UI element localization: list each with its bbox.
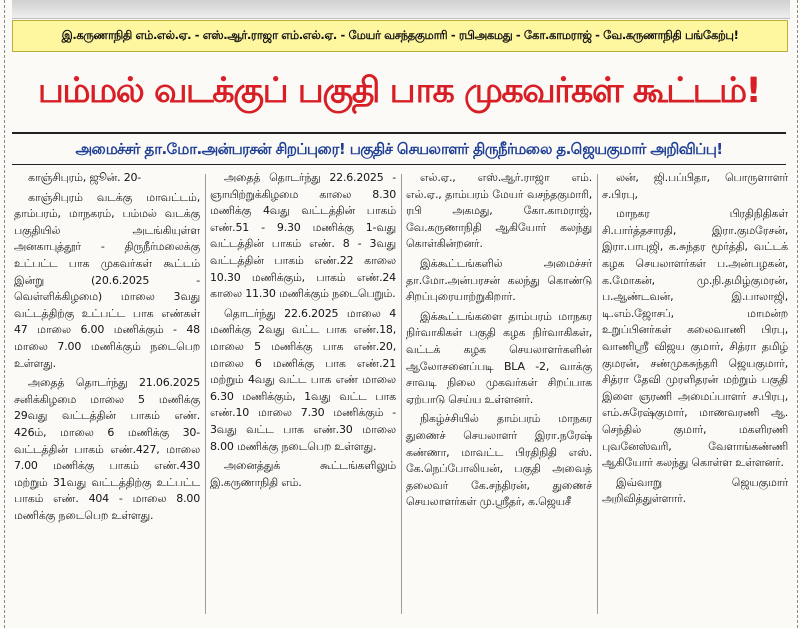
paragraph: அதைத் தொடர்ந்து 21.06.2025 சனிக்கிழமை மாலை 5 மணிக்கு 29வது வட்டத்தின் பாகம் எண். 426ம், மாலை 6 மணிக்கு 30-வட்டத்தின் பாகம் எண்.427, மாலை 7.00 மணிக்கு பாகம் எண்.430 மற்றும் 31வது வட்டத்திற்கு உட்பட்ட பாகம் எண். 404 - மாலை 8.00 மணிக்கு நடைபெற உள்ளது. [14, 376, 200, 522]
paragraph: இவ்வாறு ஜெயகுமார் அறிவித்துள்ளார். [602, 475, 788, 506]
right-cut-line [797, 0, 798, 628]
paragraph: நிகழ்ச்சியில் தாம்பரம் மாநகர துணைச் செயலாளர் இரா.நரேஷ் கண்ணா, மாவட்ட பிரதிநிதி எஸ். கே.நெப்போலியன், பகுதி அவைத் தலைவர் கே.சந்திரன், துணைச் செயலாளர்கள் மு.ஸ்ரீதர், க.ஜெயசீ [406, 412, 592, 509]
article-body [14, 170, 788, 624]
subhead: அமைச்சர் தா.மோ.அன்பரசன் சிறப்புரை! பகுதிச் செயலாளர் திருநீர்மலை த.ஜெயகுமார் அறிவிப்பு! [75, 140, 723, 158]
article-column-4 [602, 170, 788, 624]
paragraph: காஞ்சிபுரம் வடக்கு மாவட்டம், தாம்பரம், மாநகரம், பம்மல் வடக்கு பகுதியில் அடங்கியுள்ள அனகாபுத்தூர் - திருநீர்மலைக்கு உட்பட்ட பாக முகவர்கள் கூட்டம் இன்று (20.6.2025 - வெள்ளிக்கிழமை) மாலை 3வது வட்டத்திற்கு உட்பட்ட பாக எண்கள் 47 மாலை 6.00 மணிக்கும் - 48 மாலை 7.00 மணிக்கும் நடைபெற உள்ளது. [14, 190, 200, 370]
kicker-strip: இ.கருணாநிதி எம்.எல்.ஏ. - எஸ்.ஆர்.ராஜா எம்.எல்.ஏ. - மேயர் வசந்தகுமாரி - ரபிஅகமது - கோ.காமராஜ் - வே.கருணாநிதி பங்கேற்பு! [12, 20, 788, 52]
column-divider [205, 174, 206, 614]
headline-rule [12, 132, 786, 134]
paragraph: அனைத்துக் கூட்டங்களிலும் இ.கருணாநிதி எம். [210, 459, 396, 489]
article-column-2 [210, 170, 396, 624]
paragraph: இக்கூட்டங்களில் அமைச்சர் தா.மோ.அன்பரசன் கலந்து கொண்டு சிறப்புரையாற்றுகிறார். [406, 256, 592, 304]
column-divider [597, 174, 598, 614]
paragraph: தொடர்ந்து 22.6.2025 மாலை 4 மணிக்கு 2வது வட்ட பாக எண்.18, மாலை 5 மணிக்கு பாக எண்.20, மாலை 6 மணிக்கு பாக எண்.21 மற்றும் 4வது வட்ட பாக எண் மாலை 6.30 மணிக்கும், 1வது வட்ட பாக எண்.10 மாலை 7.30 மணிக்கும் - 3வது வட்ட பாக எண்.30 மாலை 8.00 மணிக்கு நடைபெற உள்ளது. [210, 306, 396, 453]
article-column-3 [406, 170, 592, 624]
previous-article-edge [12, 0, 790, 19]
paragraph: அதைத் தொடர்ந்து 22.6.2025 - ஞாயிற்றுக்கிழமை காலை 8.30 மணிக்கு 4வது வட்டத்தின் பாகம் எண்.51 - 9.30 மணிக்கு 1-வது வட்டத்தின் பாகம் எண். 8 - 3வது வட்டத்தின் பாகம் எண்.22 காலை 10.30 மணிக்கும், பாகம் எண்.24 காலை 11.30 மணிக்கும் நடைபெறும். [210, 171, 396, 301]
article-column-1 [14, 170, 200, 624]
headline: பம்மல் வடக்குப் பகுதி பாக முகவர்கள் கூட்டம்! [37, 71, 761, 111]
paragraph: இக்கூட்டங்களை தாம்பரம் மாநகர நிர்வாகிகள் பகுதி கழக நிர்வாகிகள், வட்டக் கழக செயலாளர்களின் ஆலோசனைப்படி BLA -2, வாக்கு சாவடி நிலை முகவர்கள் சிறப்பாக ஏற்பாடு செய்ய உள்ளனர். [406, 309, 592, 406]
paragraph: எல்.ஏ., எஸ்.ஆர்.ராஜா எம். எல்.ஏ., தாம்பரம் மேயர் வசந்தகுமாரி, ரபி அகமது, கோ.காமராஜ், வே.கருணாநிதி ஆகியோர் கலந்து கொள்கின்றனர். [406, 171, 592, 251]
subhead-rule [12, 164, 786, 165]
paragraph: மாநகர பிரதிநிதிகள் சி.பார்த்தசாரதி, இரா.குமரேசன், இரா.பாபுஜி, க.சுந்தர மூர்த்தி, வட்டக் கழக செயலாளர்கள் ப.அன்பழகன், க.மோகன், மு.நி.தமிழ்குமரன், ப.ஆண்டவன், இ.பாலாஜி, டி.எம்.ஜோசப், மாமன்ற உறுப்பினர்கள் கலைவாணி பிரபு, வாணிஸ்ரீ விஜய குமார், சித்ரா தமிழ் குமரன், சண்முகசுந்தரி ஜெயகுமார், சித்ரா தேவி முரளிதரன் மற்றும் பகுதி இளை ஞரணி அமைப்பாளர் ச.பிரபு, எம்.சுரேஷ்குமார், மாணவரணி ஆ. செந்தில் குமார், மகளிரணி புவனேஸ்வரி, வேளாங்கண்ணி ஆகியோர் கலந்து கொள்ள உள்ளனர். [602, 207, 788, 470]
paragraph: காஞ்சிபுரம், ஜூன். 20- [28, 171, 142, 184]
column-divider [401, 174, 402, 614]
left-cut-line [4, 0, 5, 628]
paragraph: லன், ஜி.பப்பிதா, பொருளாளர் ச.பிரபு, [602, 171, 788, 201]
